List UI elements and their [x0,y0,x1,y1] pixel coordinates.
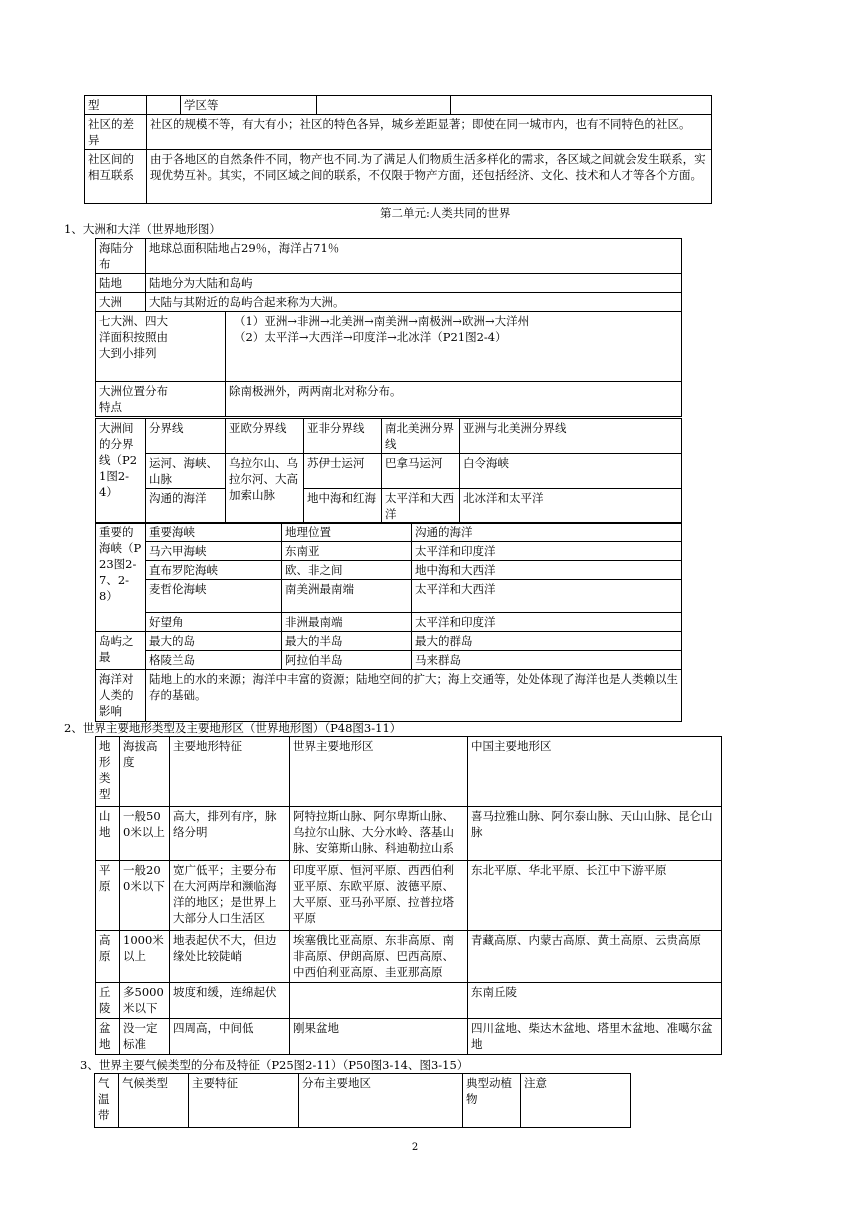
cell [451,96,712,115]
cell [317,96,451,115]
cell: 太平洋和大西洋 [382,489,460,524]
cell: 亚欧分界线 [226,419,304,454]
col-header: 主要地形特征 [170,737,290,807]
col-header: 气温带 [95,1074,119,1128]
row-header: 社区间的相互联系 [85,150,147,204]
cell: 多5000米以下 [120,983,170,1019]
cell: 白令海峡 [460,454,682,489]
cell: 东南丘陵 [468,983,722,1019]
cell: 四川盆地、柴达木盆地、塔里木盆地、准噶尔盆地 [468,1019,722,1055]
cell: 地中海和大西洋 [412,561,682,580]
col-header: 主要特征 [189,1074,299,1128]
row-header: 海洋对人类的影响 [96,670,146,722]
cell: 亚非分界线 [304,419,382,454]
cell: 马来群岛 [412,651,682,670]
row-header [96,312,226,382]
cell: 没一定标准 [120,1019,170,1055]
climate-table [94,1073,631,1128]
cell: 最大的群岛 [412,632,682,651]
community-table [84,95,712,204]
row-header: 大洲 [96,293,146,312]
cell: 高原 [96,931,120,983]
row-header [96,382,226,417]
cell: 非洲最南端 [282,613,412,632]
cell: 地中海和红海 [304,489,382,524]
cell: 阿特拉斯山脉、阿尔卑斯山脉、乌拉尔山脉、大分水岭、落基山脉、安第斯山脉、科迪勒拉山系 [290,807,468,861]
section-2-heading: 2、世界主要地形类型及主要地形区（世界地形图）（P48图3-11） [64,721,402,735]
cell: 地表起伏不大，但边缘处比较陡峭 [170,931,290,983]
cell: 分界线 [146,419,226,454]
cell: 东南亚 [282,542,412,561]
cell: 一般500米以上 [120,807,170,861]
cell: 运河、海峡、山脉 [146,454,226,489]
col-header: 中国主要地形区 [468,737,722,807]
section-1-heading: 1、大洲和大洋（世界地形图） [64,222,221,236]
cell: 南北美洲分界线 [382,419,460,454]
cell [226,312,682,382]
cell: 高大，排列有序，脉络分明 [170,807,290,861]
position-header: 大洲位置分布特点 [99,384,168,414]
row-header: 社区的差异 [85,115,147,150]
col-header: 地形类型 [96,737,120,807]
row-header: 岛屿之最 [96,632,146,670]
cell [290,983,468,1019]
section-3-heading: 3、世界主要气候类型的分布及特征（P25图2-11）（P50图3-14、图3-15） [80,1058,469,1072]
cell: 宽广低平；主要分布在大河两岸和濒临海洋的地区；是世界上大部分人口生活区 [170,861,290,931]
cell: 阿拉伯半岛 [282,651,412,670]
cell: 格陵兰岛 [146,651,282,670]
cell: 地球总面积陆地占29％，海洋占71％ [146,239,682,274]
cell: 坡度和缓，连绵起伏 [170,983,290,1019]
cell: 丘陵 [96,983,120,1019]
cell: 社区的规模不等，有大有小；社区的特色各异，城乡差距显著；即使在同一城市内，也有不同特色的社区。 [147,115,712,150]
page-number: 2 [411,1142,419,1153]
cell: 除南极洲外，两两南北对称分布。 [226,382,682,417]
row-header: 重要的海峡（P23图2-7、2-8） [96,523,146,632]
cell: 大陆与其附近的岛屿合起来称为大洲。 [146,293,682,312]
cell: 苏伊士运河 [304,454,382,489]
col-header: 注意 [521,1074,631,1128]
cell: 青藏高原、内蒙古高原、黄土高原、云贵高原 [468,931,722,983]
cell: 四周高，中间低 [170,1019,290,1055]
continents-table [95,238,682,417]
cell: 学区等 [181,96,317,115]
cell: 地理位置 [282,523,412,542]
cell: 东北平原、华北平原、长江中下游平原 [468,861,722,931]
oceans-order: （2）太平洋→大西洋→印度洋→北冰洋（P21图2-4） [234,330,507,344]
cell: 盆地 [96,1019,120,1055]
cell: 重要海峡 [146,523,282,542]
cell: 乌拉尔山、乌拉尔河、大高加索山脉 [226,454,304,524]
cell: 马六甲海峡 [146,542,282,561]
cell: 印度平原、恒河平原、西西伯利亚平原、东欧平原、波德平原、大平原、亚马孙平原、拉普拉塔平原 [290,861,468,931]
cell: 沟通的海洋 [412,523,682,542]
cell: 刚果盆地 [290,1019,468,1055]
cell: 一般200米以下 [120,861,170,931]
unit-title: 第二单元:人类共同的世界 [380,206,511,220]
col-header: 分布主要地区 [299,1074,463,1128]
cell: 北冰洋和太平洋 [460,489,682,524]
col-header: 世界主要地形区 [290,737,468,807]
col-header: 典型动植物 [463,1074,521,1128]
cell: 1000米以上 [120,931,170,983]
cell: 南美洲最南端 [282,580,412,613]
cell: 平原 [96,861,120,931]
row-header: 海陆分布 [96,239,146,274]
cell: 沟通的海洋 [146,489,226,524]
cell: 埃塞俄比亚高原、东非高原、南非高原、伊朗高原、巴西高原、中西伯利亚高原、圭亚那高原 [290,931,468,983]
cell: 太平洋和印度洋 [412,542,682,561]
cell: 太平洋和大西洋 [412,580,682,613]
cell: 巴拿马运河 [382,454,460,489]
cell: 陆地上的水的来源；海洋中丰富的资源；陆地空间的扩大；海上交通等，处处体现了海洋也是人类赖以生存的基础。 [146,670,682,722]
landforms-table [95,736,722,1055]
cell: 欧、非之间 [282,561,412,580]
cell: 型 [85,96,147,115]
boundary-table [95,418,682,524]
col-header: 海拔高度 [120,737,170,807]
cell [147,96,181,115]
continents-order: （1）亚洲→非洲→北美洲→南美洲→南极洲→欧洲→大洋州 [234,314,530,328]
cell: 最大的半岛 [282,632,412,651]
cell: 好望角 [146,613,282,632]
cell: 陆地分为大陆和岛屿 [146,274,682,293]
cell: 直布罗陀海峡 [146,561,282,580]
cell: 亚洲与北美洲分界线 [460,419,682,454]
row-header: 大洲间的分界线（P21图2-4） [96,419,146,524]
straits-table [95,522,682,722]
cell: 麦哲伦海峡 [146,580,282,613]
cell: 喜马拉雅山脉、阿尔泰山脉、天山山脉、昆仑山脉 [468,807,722,861]
cell: 太平洋和印度洋 [412,613,682,632]
seven-header: 七大洲、四大洋面积按照由大到小排列 [99,314,168,360]
cell: 由于各地区的自然条件不同，物产也不同.为了满足人们物质生活多样化的需求，各区域之间就会发生联系，实现优势互补。其实，不同区域之间的联系，不仅限于物产方面，还包括经济、文化、技术和人才等各个方面。 [147,150,712,204]
cell: 最大的岛 [146,632,282,651]
col-header: 气候类型 [119,1074,189,1128]
cell: 山地 [96,807,120,861]
row-header: 陆地 [96,274,146,293]
